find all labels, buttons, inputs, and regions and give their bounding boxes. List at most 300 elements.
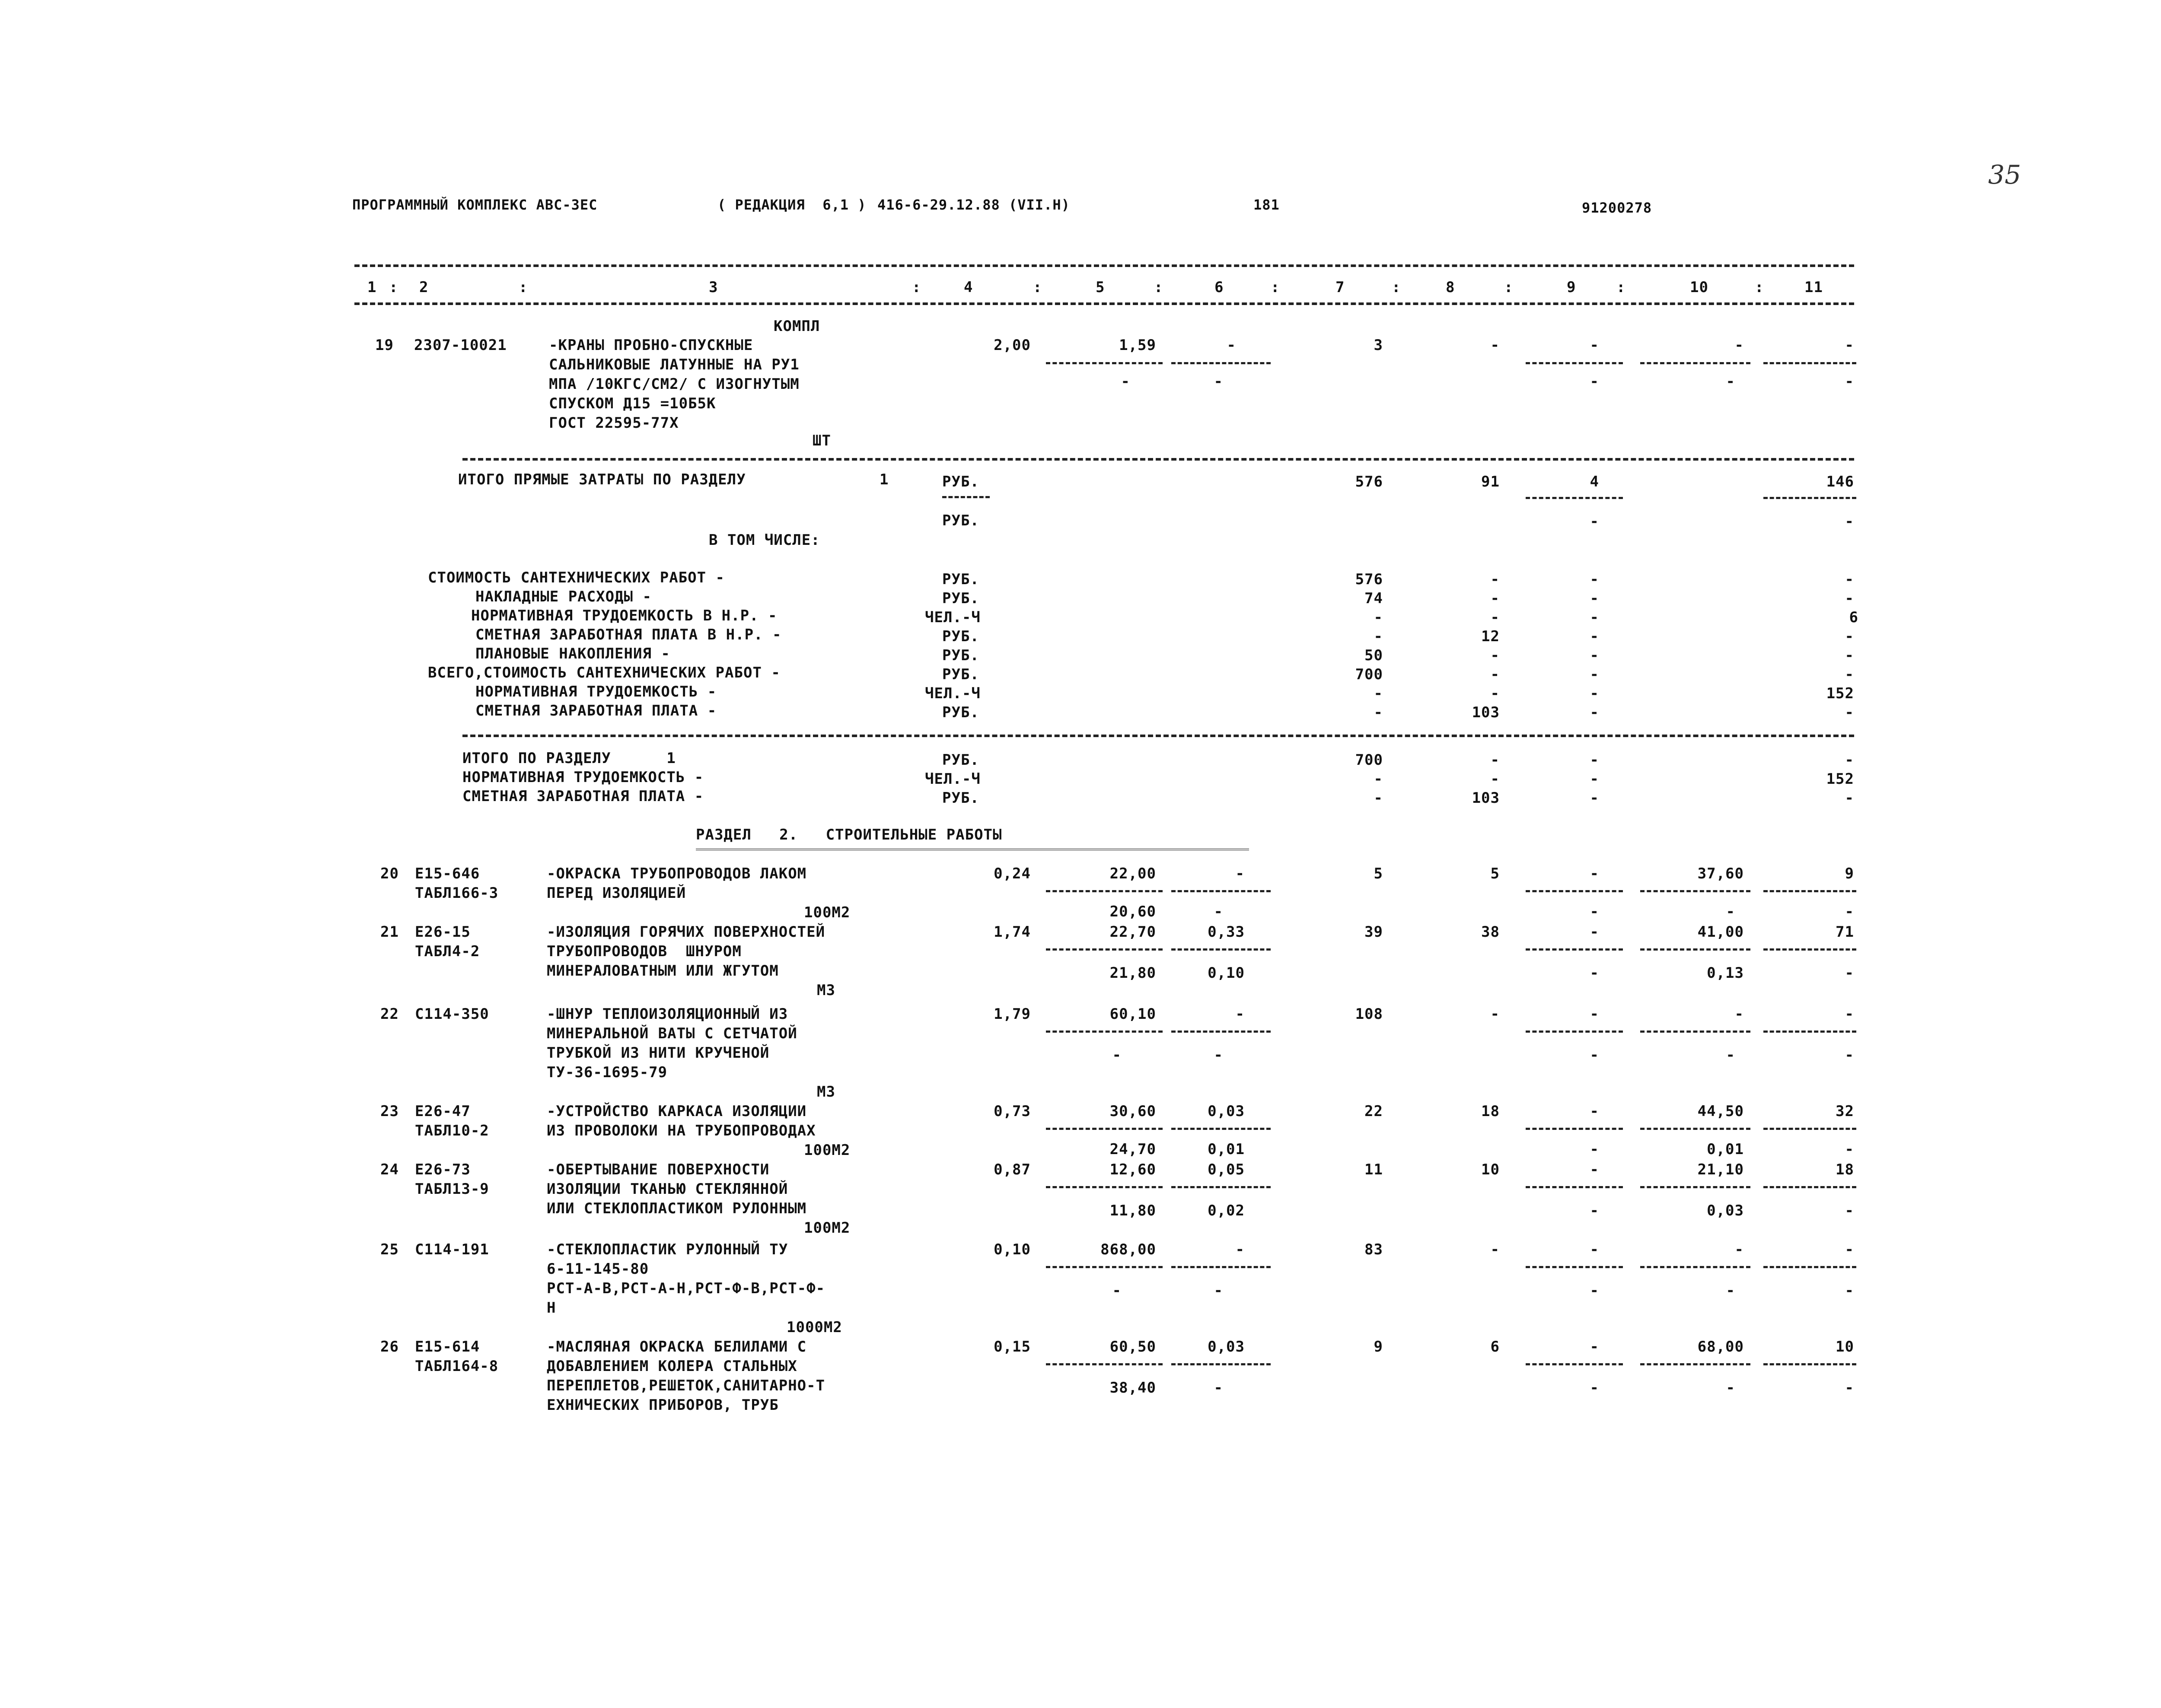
col8-value: -: [1490, 666, 1500, 683]
col8-value: 38: [1481, 923, 1500, 941]
item-number: 19: [375, 337, 394, 354]
col9-sub: -: [1590, 903, 1599, 920]
item-description: МИНЕРАЛОВАТНЫМ ИЛИ ЖГУТОМ: [547, 962, 779, 980]
col8-value: -: [1490, 590, 1500, 607]
item-description: -ШНУР ТЕПЛОИЗОЛЯЦИОННЫЙ ИЗ: [547, 1005, 788, 1023]
col8-value: 91: [1481, 473, 1500, 490]
breakdown-label: СМЕТНАЯ ЗАРАБОТНАЯ ПЛАТА В Н.Р. -: [475, 626, 782, 643]
cell-rule: [1526, 362, 1623, 364]
column-header-rule: [354, 302, 1854, 305]
col11-value: 71: [1836, 923, 1854, 941]
unit-label: РУБ.: [942, 571, 979, 588]
item-description: РСТ-А-В,РСТ-А-Н,РСТ-Ф-В,РСТ-Ф-: [547, 1280, 826, 1297]
col7-value: 700: [1355, 666, 1383, 683]
item-code: Е15-646: [415, 865, 480, 882]
item-number: 23: [380, 1103, 399, 1120]
col10-value: 68,00: [1697, 1338, 1744, 1355]
col7-value: 22: [1364, 1103, 1383, 1120]
column-separator: :: [1392, 279, 1401, 296]
col7-value: 11: [1364, 1161, 1383, 1178]
col11-value: -: [1845, 590, 1854, 607]
item-description: -ОКРАСКА ТРУБОПРОВОДОВ ЛАКОМ: [547, 865, 807, 882]
col8-value: -: [1490, 770, 1500, 788]
cell-rule: [1526, 948, 1623, 951]
col7-value: 576: [1355, 571, 1383, 588]
col9-value: -: [1590, 923, 1599, 941]
col11-sub: -: [1845, 903, 1854, 920]
col6-sub: 0,10: [1208, 964, 1245, 982]
col9-value: 4: [1590, 473, 1599, 490]
cell-rule: [1171, 1363, 1271, 1365]
section-total-label: НОРМАТИВНАЯ ТРУДОЕМКОСТЬ -: [462, 769, 704, 786]
col5-value: 60,50: [1109, 1338, 1156, 1355]
item-code-table: ТАБЛ10-2: [415, 1122, 489, 1139]
cell-rule: [1640, 362, 1750, 364]
item-description: -ИЗОЛЯЦИЯ ГОРЯЧИХ ПОВЕРХНОСТЕЙ: [547, 923, 826, 941]
col10-sub: -: [1726, 903, 1735, 920]
cell-rule: [1640, 890, 1750, 892]
col8-value: 103: [1472, 789, 1500, 807]
cell-rule: [1046, 1128, 1163, 1130]
breakdown-label: НАКЛАДНЫЕ РАСХОДЫ -: [475, 588, 652, 605]
col7-value: 700: [1355, 751, 1383, 769]
col8-value: -: [1490, 647, 1500, 664]
col8-value: -: [1490, 751, 1500, 769]
col7-value: -: [1374, 609, 1383, 626]
col7-value: 3: [1374, 337, 1383, 354]
col6-value: 0,05: [1208, 1161, 1245, 1178]
item-description: -КРАНЫ ПРОБНО-СПУСКНЫЕ: [549, 337, 753, 354]
item-description: -УСТРОЙСТВО КАРКАСА ИЗОЛЯЦИИ: [547, 1103, 807, 1120]
unit-label: РУБ.: [942, 512, 979, 529]
col9-value: -: [1590, 685, 1599, 702]
col10-value: 41,00: [1697, 923, 1744, 941]
col11-value: -: [1845, 337, 1854, 354]
col8-value: 6: [1490, 1338, 1500, 1355]
col10-sub: -: [1726, 1379, 1735, 1396]
cell-rule: [1171, 1186, 1271, 1188]
item-description: ПЕРЕПЛЕТОВ,РЕШЕТОК,САНИТАРНО-Т: [547, 1377, 826, 1394]
cell-rule: [1640, 1266, 1750, 1268]
item-number: 21: [380, 923, 399, 941]
col8-value: -: [1490, 1005, 1500, 1023]
cell-rule: [1046, 1363, 1163, 1365]
col4-value: 1,79: [994, 1005, 1031, 1023]
column-separator: :: [519, 279, 528, 296]
document-id: 91200278: [1582, 200, 1652, 216]
col7-value: 83: [1364, 1241, 1383, 1258]
item-description: ИЗ ПРОВОЛОКИ НА ТРУБОПРОВОДАХ: [547, 1122, 816, 1139]
col5-sub: 24,70: [1109, 1141, 1156, 1158]
breakdown-label: НОРМАТИВНАЯ ТРУДОЕМКОСТЬ -: [475, 683, 717, 700]
unit-label: РУБ.: [942, 751, 979, 769]
item-code: С114-350: [415, 1005, 489, 1023]
col9-value: -: [1590, 666, 1599, 683]
cell-rule: [1046, 362, 1163, 364]
item-number: 24: [380, 1161, 399, 1178]
col10-value: -: [1734, 337, 1744, 354]
col5-sub: -: [1112, 1046, 1122, 1064]
col6-value: -: [1235, 865, 1245, 882]
column-separator: :: [1504, 279, 1514, 296]
item-description: ТРУБКОЙ ИЗ НИТИ КРУЧЕНОЙ: [547, 1044, 770, 1062]
col11-value: 152: [1826, 685, 1854, 702]
item-description: 6-11-145-80: [547, 1260, 649, 1278]
column-separator: :: [1755, 279, 1764, 296]
item-description: СПУСКОМ Д15 =10Б5К: [549, 395, 716, 412]
col8-value: 18: [1481, 1103, 1500, 1120]
col7-value: -: [1374, 685, 1383, 702]
cell-rule: [1171, 1128, 1271, 1130]
col9-value: -: [1590, 590, 1599, 607]
col6-sub: -: [1214, 1046, 1223, 1064]
column-separator: :: [1154, 279, 1163, 296]
unit-label: М3: [817, 1083, 835, 1100]
col9-value: -: [1590, 1161, 1599, 1178]
col11-value: 152: [1826, 770, 1854, 788]
cell-rule: [1046, 1031, 1163, 1033]
unit-label: 100М2: [804, 1142, 851, 1159]
column-number: 3: [709, 279, 718, 296]
col6-sub: -: [1214, 1282, 1223, 1299]
column-number: 8: [1446, 279, 1455, 296]
item-number: 20: [380, 865, 399, 882]
unit-label: РУБ.: [942, 473, 979, 490]
col10-sub: -: [1726, 1046, 1735, 1064]
cell-rule: [1046, 948, 1163, 951]
unit-label: РУБ.: [942, 704, 979, 721]
col7-value: -: [1374, 789, 1383, 807]
item-description: ТУ-36-1695-79: [547, 1064, 668, 1081]
cell-rule: [1763, 948, 1856, 951]
col9-sub: -: [1590, 1282, 1599, 1299]
col4-value: 0,24: [994, 865, 1031, 882]
col8-value: 103: [1472, 704, 1500, 721]
cell-rule: [1046, 890, 1163, 892]
unit-label: КОМПЛ: [774, 318, 820, 335]
col9-value: -: [1590, 770, 1599, 788]
cell-rule: [1171, 362, 1271, 364]
total-direct-label: ИТОГО ПРЯМЫЕ ЗАТРАТЫ ПО РАЗДЕЛУ: [458, 471, 746, 488]
col9-sub: -: [1590, 964, 1599, 982]
item-description: ТРУБОПРОВОДОВ ШНУРОМ: [547, 943, 742, 960]
cell-rule: [1526, 1266, 1623, 1268]
cell-rule: [1526, 1031, 1623, 1033]
col9-value: -: [1590, 1103, 1599, 1120]
column-number: 1: [367, 279, 377, 296]
column-number: 9: [1567, 279, 1576, 296]
col6-sub: 0,02: [1208, 1202, 1245, 1219]
cell-rule: [1640, 1363, 1750, 1365]
col9-value: -: [1590, 789, 1599, 807]
cell-rule: [1046, 1186, 1163, 1188]
unit-label: ЧЕЛ.-Ч: [925, 609, 981, 626]
cell-rule: [1763, 497, 1856, 499]
item-code: Е15-614: [415, 1338, 480, 1355]
col4-value: 0,87: [994, 1161, 1031, 1178]
col9-value: -: [1590, 1005, 1599, 1023]
cell-rule: [1763, 1266, 1856, 1268]
sheet-number: 181: [1253, 197, 1280, 213]
col10-sub: 0,03: [1707, 1202, 1744, 1219]
col11-sub: -: [1845, 964, 1854, 982]
item-description: ДОБАВЛЕНИЕМ КОЛЕРА СТАЛЬНЫХ: [547, 1358, 797, 1375]
row-rule: [942, 496, 990, 498]
col10-value: 37,60: [1697, 865, 1744, 882]
section-title: РАЗДЕЛ 2. СТРОИТЕЛЬНЫЕ РАБОТЫ: [696, 826, 1002, 843]
col9-sub: -: [1590, 1141, 1599, 1158]
column-number: 11: [1804, 279, 1823, 296]
col9-sub: -: [1590, 513, 1599, 530]
col11-value: -: [1845, 1241, 1854, 1258]
item-number: 25: [380, 1241, 399, 1258]
col11-value: -: [1845, 647, 1854, 664]
col9-value: -: [1590, 647, 1599, 664]
column-separator: :: [1033, 279, 1042, 296]
unit-label: 100М2: [804, 1219, 851, 1237]
col9-value: -: [1590, 751, 1599, 769]
col6-sub: 0,01: [1208, 1141, 1245, 1158]
col8-value: -: [1490, 609, 1500, 626]
col11-value: -: [1845, 571, 1854, 588]
col11-value: -: [1845, 751, 1854, 769]
cell-rule: [1763, 1031, 1856, 1033]
column-separator: :: [389, 279, 398, 296]
col7-value: 50: [1364, 647, 1383, 664]
unit-label: РУБ.: [942, 789, 979, 807]
unit-label: М3: [817, 982, 835, 999]
col11-value: 146: [1826, 473, 1854, 490]
unit-label: РУБ.: [942, 666, 979, 683]
cell-rule: [1640, 1031, 1750, 1033]
col5-sub: 20,60: [1109, 903, 1156, 920]
col9-value: -: [1590, 571, 1599, 588]
table-top-rule: [354, 264, 1854, 267]
item-code: 2307-10021: [414, 337, 507, 354]
program-title: ПРОГРАММНЫЙ КОМПЛЕКС АВС-3ЕС: [352, 197, 598, 213]
col5-value: 868,00: [1100, 1241, 1156, 1258]
col11-value: -: [1845, 789, 1854, 807]
col7-value: -: [1374, 628, 1383, 645]
cell-rule: [1763, 362, 1856, 364]
item-description: МИНЕРАЛЬНОЙ ВАТЫ С СЕТЧАТОЙ: [547, 1025, 797, 1042]
col11-value: -: [1845, 666, 1854, 683]
col7-value: 108: [1355, 1005, 1383, 1023]
col6-value: 0,33: [1208, 923, 1245, 941]
unit-label: 100М2: [804, 904, 851, 921]
col9-value: -: [1590, 704, 1599, 721]
cell-rule: [1171, 1031, 1271, 1033]
col9-sub: -: [1590, 1379, 1599, 1396]
col5-value: 22,00: [1109, 865, 1156, 882]
cell-rule: [1763, 1128, 1856, 1130]
row-rule: [696, 849, 1249, 850]
col5-value: 1,59: [1119, 337, 1156, 354]
col11-value: 32: [1836, 1103, 1854, 1120]
item-number: 26: [380, 1338, 399, 1355]
col5-value: 22,70: [1109, 923, 1156, 941]
col11-sub: -: [1845, 1202, 1854, 1219]
item-code: Е26-73: [415, 1161, 471, 1178]
col5-sub: 11,80: [1109, 1202, 1156, 1219]
column-number: 5: [1096, 279, 1105, 296]
col5-sub: 21,80: [1109, 964, 1156, 982]
col5-sub: -: [1121, 373, 1130, 390]
col10-sub: -: [1726, 373, 1735, 390]
col5-value: 12,60: [1109, 1161, 1156, 1178]
col7-value: -: [1374, 704, 1383, 721]
col5-sub: -: [1112, 1282, 1122, 1299]
item-description: -МАСЛЯНАЯ ОКРАСКА БЕЛИЛАМИ С: [547, 1338, 807, 1355]
col7-value: -: [1374, 770, 1383, 788]
unit-label: ЧЕЛ.-Ч: [925, 685, 981, 702]
col7-value: 5: [1374, 865, 1383, 882]
col8-value: -: [1490, 571, 1500, 588]
doc-code: 416-6-29.12.88 (VII.H): [877, 197, 1070, 213]
item-description: Н: [547, 1299, 556, 1317]
col11-value: -: [1845, 628, 1854, 645]
cell-rule: [1763, 1186, 1856, 1188]
col6-sub: -: [1214, 373, 1223, 390]
cell-rule: [1763, 890, 1856, 892]
item-code: С114-191: [415, 1241, 489, 1258]
item-description: ЕХНИЧЕСКИХ ПРИБОРОВ, ТРУБ: [547, 1396, 779, 1414]
col6-value: -: [1235, 1241, 1245, 1258]
breakdown-label: НОРМАТИВНАЯ ТРУДОЕМКОСТЬ В Н.Р. -: [471, 607, 778, 624]
col11-sub: -: [1845, 1282, 1854, 1299]
item-description: ПЕРЕД ИЗОЛЯЦИЕЙ: [547, 884, 686, 902]
row-rule: [462, 735, 1854, 737]
cell-rule: [1171, 890, 1271, 892]
col11-value: 9: [1845, 865, 1854, 882]
item-description: МПА /10КГС/СМ2/ С ИЗОГНУТЫМ: [549, 375, 800, 393]
col11-value: -: [1845, 1005, 1854, 1023]
col5-sub: 38,40: [1109, 1379, 1156, 1396]
column-separator: :: [1616, 279, 1626, 296]
col11-sub: -: [1845, 373, 1854, 390]
col10-sub: 0,01: [1707, 1141, 1744, 1158]
col11-value: 6: [1849, 609, 1858, 626]
col10-value: 21,10: [1697, 1161, 1744, 1178]
col10-value: -: [1734, 1005, 1744, 1023]
col8-value: 10: [1481, 1161, 1500, 1178]
col11-sub: -: [1845, 1379, 1854, 1396]
col6-value: -: [1235, 1005, 1245, 1023]
col5-value: 30,60: [1109, 1103, 1156, 1120]
unit-label: РУБ.: [942, 647, 979, 664]
col9-sub: -: [1590, 373, 1599, 390]
unit-label: ШТ: [813, 432, 831, 449]
cell-rule: [1526, 1363, 1623, 1365]
col9-value: -: [1590, 628, 1599, 645]
col11-value: -: [1845, 704, 1854, 721]
cell-rule: [1526, 1186, 1623, 1188]
col11-sub: -: [1845, 1046, 1854, 1064]
col6-value: -: [1227, 337, 1236, 354]
column-separator: :: [1271, 279, 1280, 296]
col8-value: -: [1490, 685, 1500, 702]
cell-rule: [1046, 1266, 1163, 1268]
unit-label: РУБ.: [942, 628, 979, 645]
column-number: 6: [1214, 279, 1224, 296]
col8-value: 12: [1481, 628, 1500, 645]
cell-rule: [1763, 1363, 1856, 1365]
cell-rule: [1640, 1186, 1750, 1188]
breakdown-label: ПЛАНОВЫЕ НАКОПЛЕНИЯ -: [475, 645, 670, 662]
col6-value: 0,03: [1208, 1338, 1245, 1355]
col7-value: 74: [1364, 590, 1383, 607]
breakdown-label: ВСЕГО,СТОИМОСТЬ САНТЕХНИЧЕСКИХ РАБОТ -: [428, 664, 781, 681]
cell-rule: [1526, 890, 1623, 892]
section-total-label: ИТОГО ПО РАЗДЕЛУ 1: [462, 750, 676, 767]
item-description: -ОБЕРТЫВАНИЕ ПОВЕРХНОСТИ: [547, 1161, 770, 1178]
col10-value: 44,50: [1697, 1103, 1744, 1120]
col4-value: 0,15: [994, 1338, 1031, 1355]
breakdown-label: СТОИМОСТЬ САНТЕХНИЧЕСКИХ РАБОТ -: [428, 569, 725, 586]
item-description: ИЗОЛЯЦИИ ТКАНЬЮ СТЕКЛЯННОЙ: [547, 1180, 788, 1198]
item-code-table: ТАБЛ164-8: [415, 1358, 499, 1375]
col10-value: -: [1734, 1241, 1744, 1258]
cell-rule: [1526, 497, 1623, 499]
section-total-label: СМЕТНАЯ ЗАРАБОТНАЯ ПЛАТА -: [462, 788, 704, 805]
item-code-table: ТАБЛ4-2: [415, 943, 480, 960]
item-code: Е26-15: [415, 923, 471, 941]
section-number: 1: [880, 471, 889, 488]
col6-value: 0,03: [1208, 1103, 1245, 1120]
col7-value: 39: [1364, 923, 1383, 941]
column-number: 7: [1335, 279, 1345, 296]
col4-value: 0,10: [994, 1241, 1031, 1258]
col8-value: 5: [1490, 865, 1500, 882]
col6-sub: -: [1214, 1379, 1223, 1396]
col9-value: -: [1590, 1338, 1599, 1355]
column-separator: :: [912, 279, 921, 296]
item-description: ИЛИ СТЕКЛОПЛАСТИКОМ РУЛОННЫМ: [547, 1200, 807, 1217]
page-number: 35: [1988, 160, 2021, 190]
including-label: В ТОМ ЧИСЛЕ:: [709, 531, 820, 549]
item-number: 22: [380, 1005, 399, 1023]
item-description: -СТЕКЛОПЛАСТИК РУЛОННЫЙ ТУ: [547, 1241, 788, 1258]
col4-value: 0,73: [994, 1103, 1031, 1120]
cell-rule: [1171, 948, 1271, 951]
col5-value: 60,10: [1109, 1005, 1156, 1023]
unit-label: 1000М2: [787, 1319, 842, 1336]
col9-value: -: [1590, 1241, 1599, 1258]
col4-value: 1,74: [994, 923, 1031, 941]
row-rule: [462, 458, 1854, 461]
col6-sub: -: [1214, 903, 1223, 920]
edition-label: ( РЕДАКЦИЯ 6,1 ): [717, 197, 867, 213]
col11-sub: -: [1845, 1141, 1854, 1158]
column-number: 10: [1690, 279, 1708, 296]
col11-value: 18: [1836, 1161, 1854, 1178]
item-description: ГОСТ 22595-77Х: [549, 414, 679, 432]
col8-value: -: [1490, 1241, 1500, 1258]
cell-rule: [1526, 1128, 1623, 1130]
column-number: 4: [964, 279, 973, 296]
cell-rule: [1171, 1266, 1271, 1268]
col9-value: -: [1590, 865, 1599, 882]
col7-value: 576: [1355, 473, 1383, 490]
item-description: САЛЬНИКОВЫЕ ЛАТУННЫЕ НА РУ1: [549, 356, 800, 373]
unit-label: ЧЕЛ.-Ч: [925, 770, 981, 788]
col10-sub: -: [1726, 1282, 1735, 1299]
unit-label: РУБ.: [942, 590, 979, 607]
col9-value: -: [1590, 609, 1599, 626]
col7-value: 9: [1374, 1338, 1383, 1355]
col11-value: 10: [1836, 1338, 1854, 1355]
col10-sub: 0,13: [1707, 964, 1744, 982]
